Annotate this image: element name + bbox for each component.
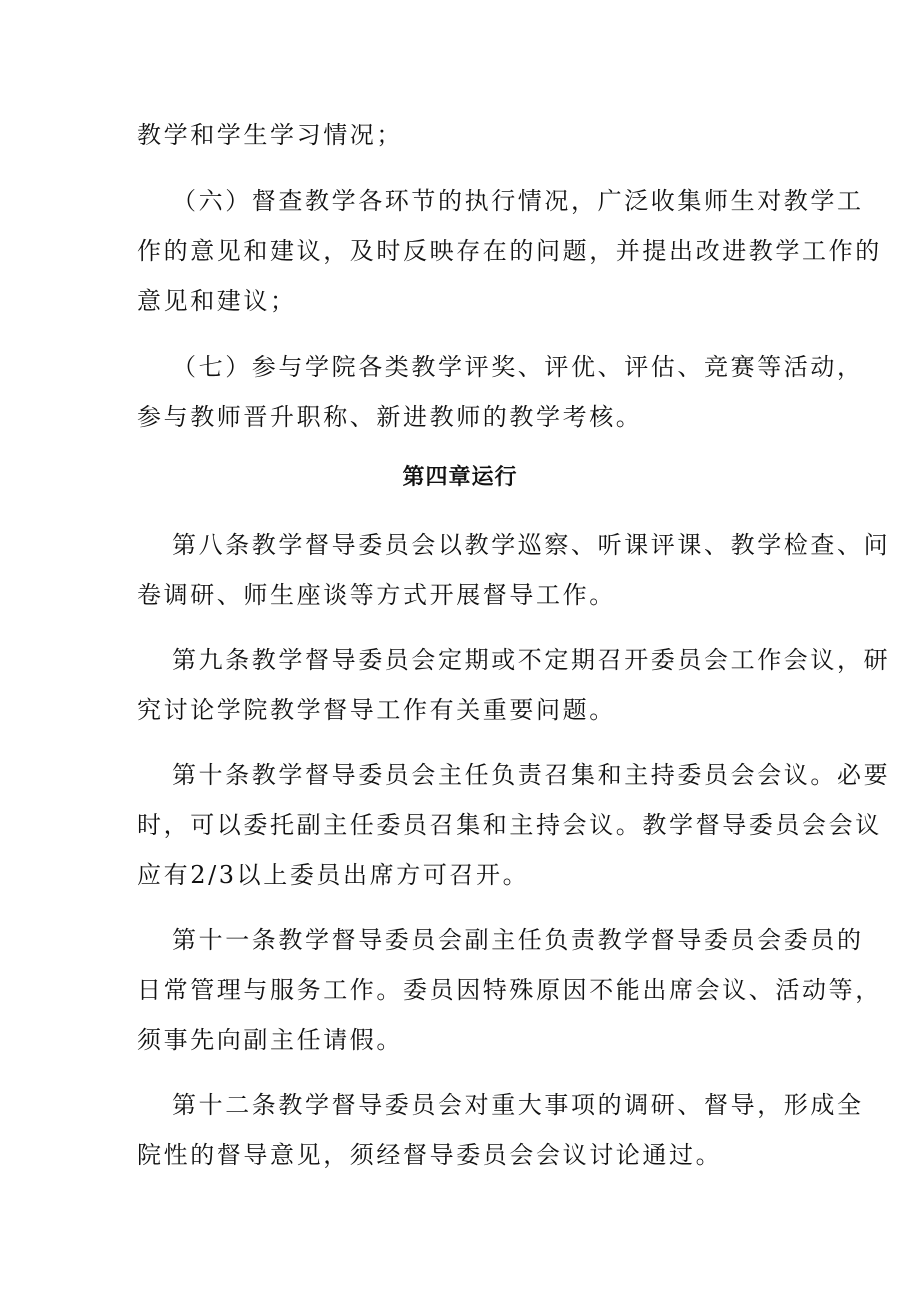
article-11-line: 须事先向副主任请假。: [137, 1026, 403, 1054]
text-line: （六）督查教学各环节的执行情况，广泛收集师生对教学工: [172, 187, 864, 215]
text-line: 意见和建议；: [137, 287, 297, 315]
article-10-line: 应有2/3以上委员出席方可召开。: [137, 861, 530, 889]
article-11-line: 第十一条教学督导委员会副主任负责教学督导委员会委员的: [172, 926, 864, 954]
text-line: 教学和学生学习情况；: [137, 121, 403, 149]
article-10-line: 时，可以委托副主任委员召集和主持会议。教学督导委员会会议: [137, 811, 882, 839]
text-line: 参与教师晋升职称、新进教师的教学考核。: [137, 403, 643, 431]
chapter-heading: 第四章运行: [402, 464, 518, 490]
article-9-line: 究讨论学院教学督导工作有关重要问题。: [137, 696, 616, 724]
text-line: （七）参与学院各类教学评奖、评优、评估、竞赛等活动，: [172, 353, 864, 381]
article-11-line: 日常管理与服务工作。委员因特殊原因不能出席会议、活动等，: [137, 976, 882, 1004]
article-10-line: 第十条教学督导委员会主任负责召集和主持委员会会议。必要: [172, 761, 891, 789]
article-8-line: 卷调研、师生座谈等方式开展督导工作。: [137, 581, 616, 609]
article-12-line: 第十二条教学督导委员会对重大事项的调研、督导，形成全: [172, 1091, 864, 1119]
text-line: 作的意见和建议，及时反映存在的问题，并提出改进教学工作的: [137, 237, 882, 265]
article-8-line: 第八条教学督导委员会以教学巡察、听课评课、教学检查、问: [172, 531, 891, 559]
article-12-line: 院性的督导意见，须经督导委员会会议讨论通过。: [137, 1141, 723, 1169]
article-9-line: 第九条教学督导委员会定期或不定期召开委员会工作会议，研: [172, 646, 891, 674]
